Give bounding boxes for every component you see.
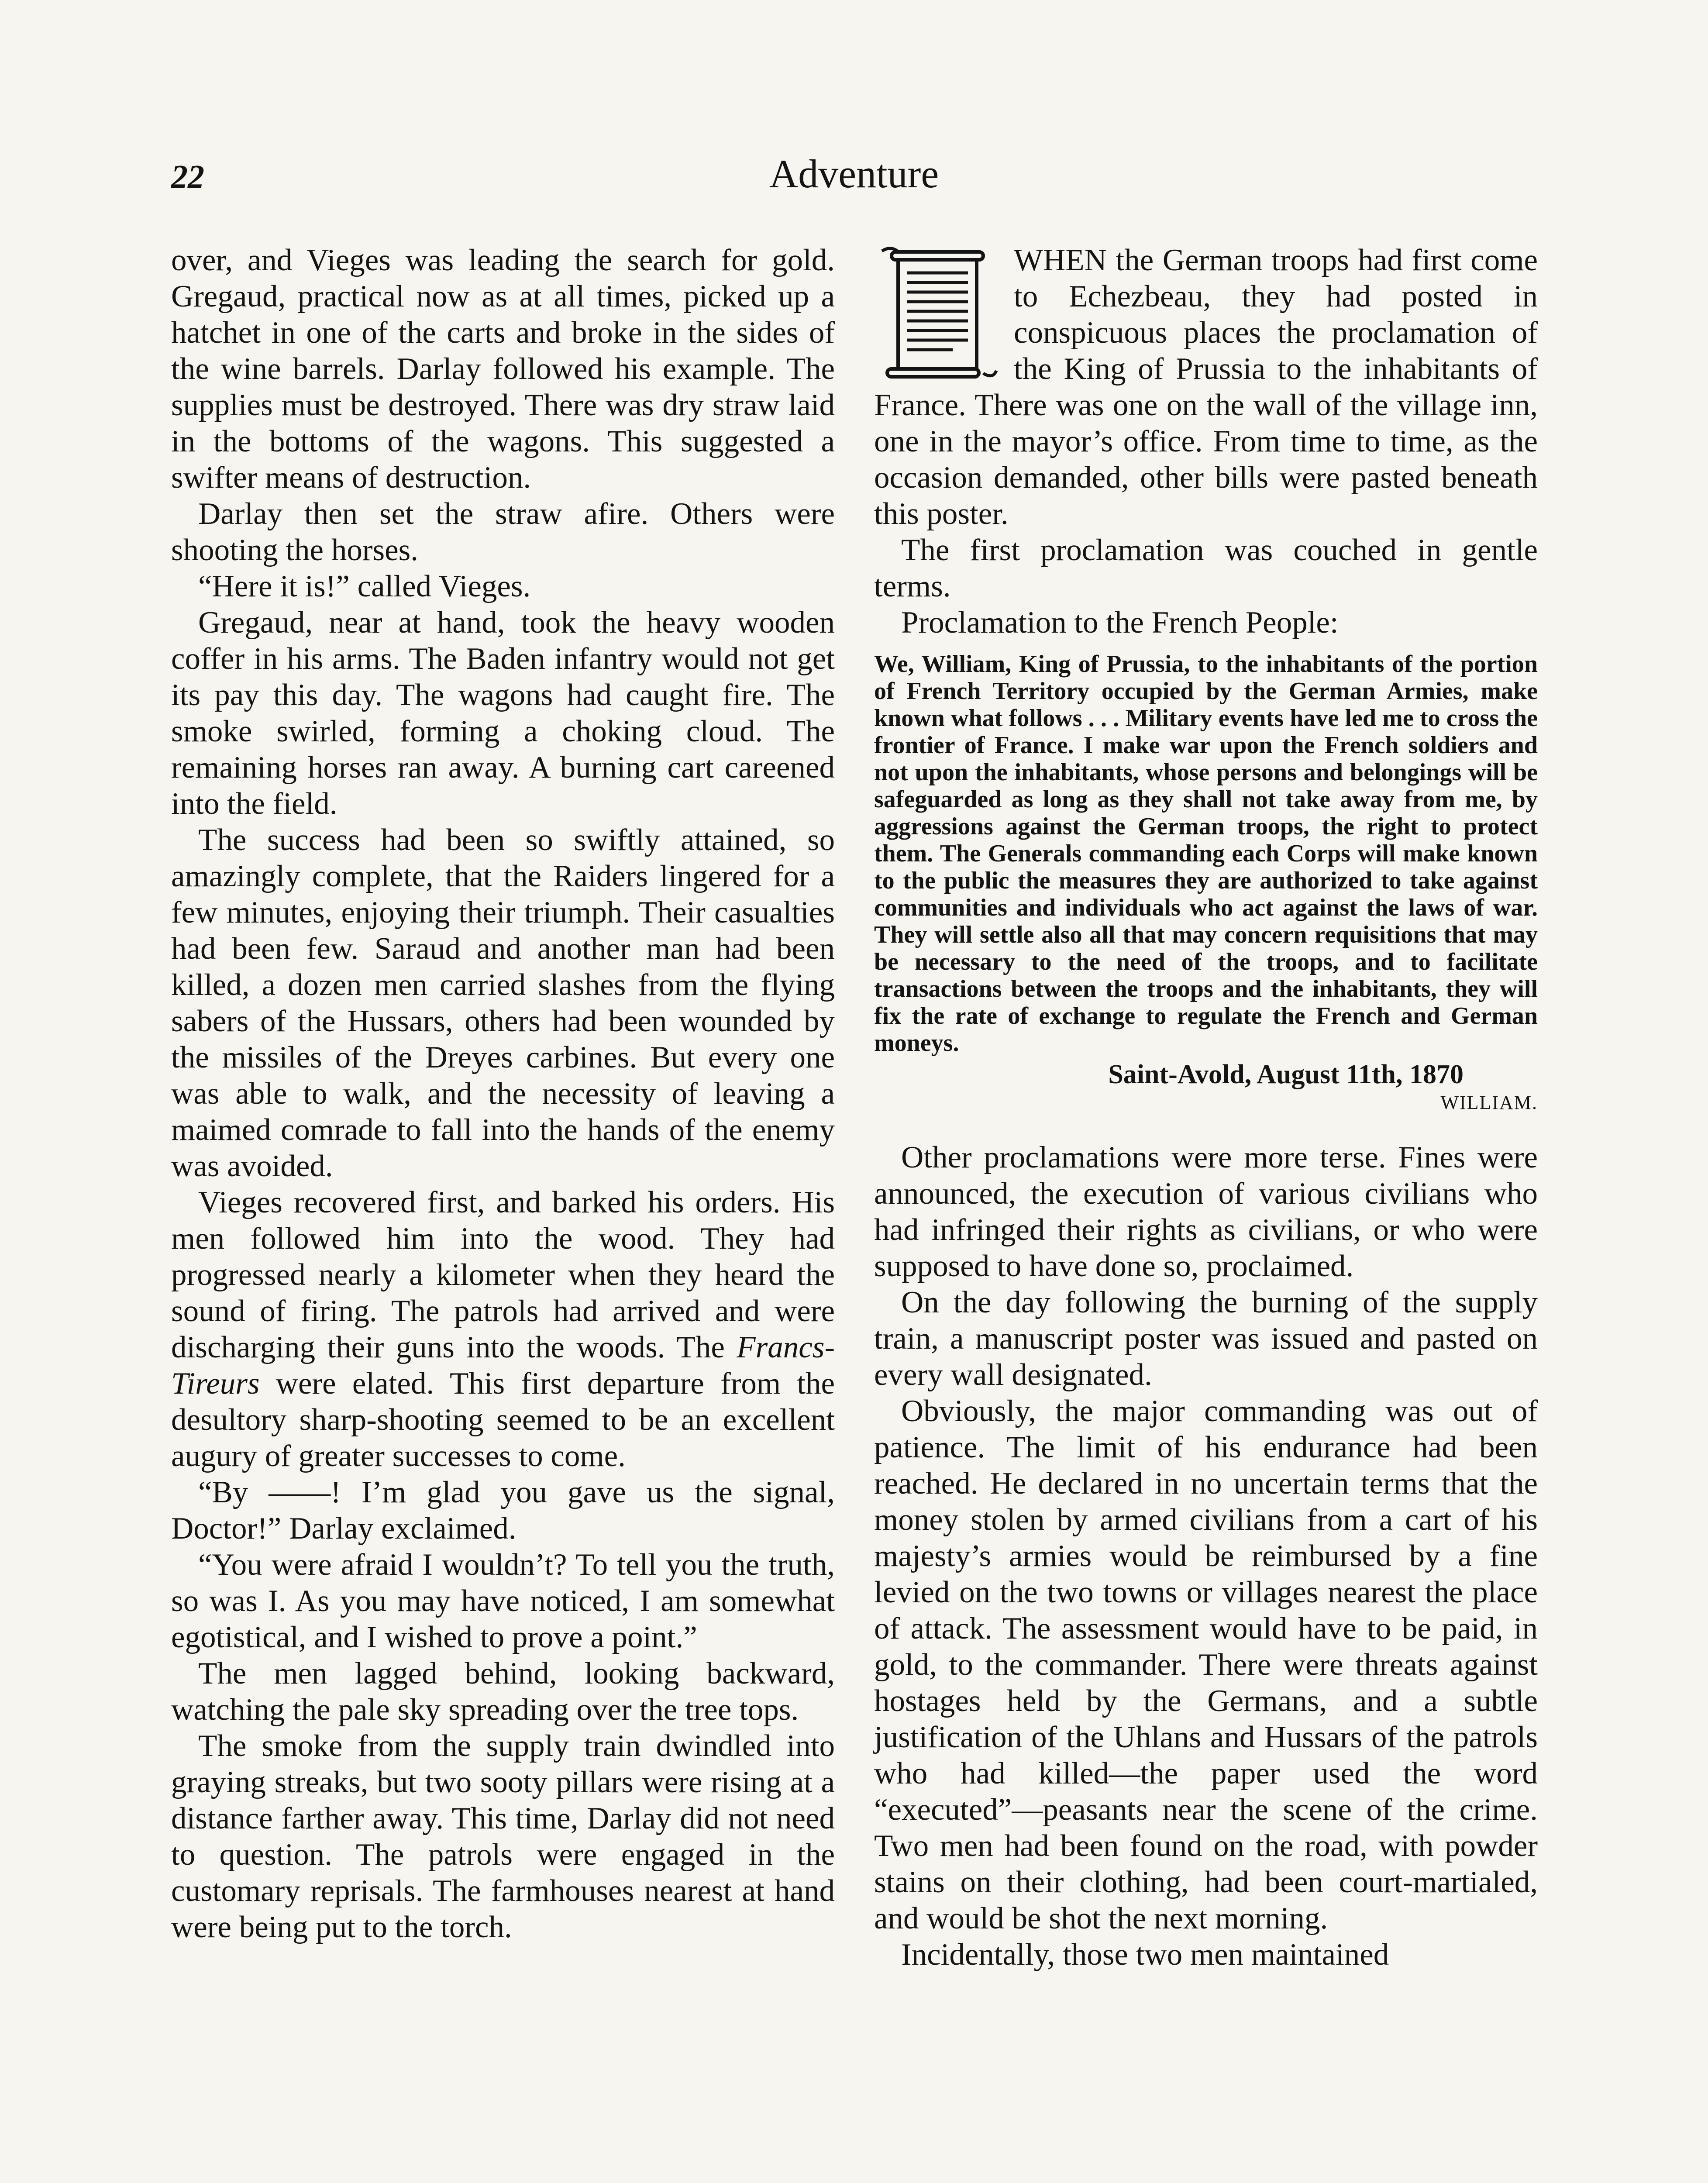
paragraph: WHEN the German troops had first come to Echezbeau, they had posted in conspicuous places the proclamation of the King of Prussia to the inhabitants of France. There was one on the wall of the village inn, one in the mayor’s office. From time to time, as the occasion demanded, other bills were pasted beneath this poster. bbox=[874, 243, 1538, 531]
left-column bbox=[171, 242, 835, 1945]
scroll-icon bbox=[874, 242, 1001, 386]
italic-term: Francs-Tireurs bbox=[171, 1330, 835, 1401]
paragraph: Proclamation to the French People: bbox=[901, 606, 1339, 640]
proclamation-signature: WILLIAM. bbox=[1440, 1092, 1538, 1113]
paragraph-text: Vieges recovered first, and barked his orders. His men followed him into the wood. They had progressed nearly a kilometer when they heard the sound of firing. The patrols had arrived and were discharging their guns into the woods. The bbox=[171, 1185, 835, 1364]
paragraph bbox=[171, 1184, 835, 1474]
proclamation-block bbox=[874, 651, 1538, 1116]
paragraph: The men lagged behind, looking backward, watching the pale sky spreading over the tree tops. bbox=[171, 1656, 835, 1727]
paragraph: The smoke from the supply train dwindled into graying streaks, but two sooty pillars were rising at a distance farther away. This time, Darlay did not need to question. The patrols were engaged in the customary reprisals. The farmhouses nearest at hand were being put to the torch. bbox=[171, 1729, 835, 1944]
page-number: 22 bbox=[171, 158, 204, 195]
paragraph: On the day following the burning of the supply train, a manuscript poster was issued and pasted on every wall designated. bbox=[874, 1285, 1538, 1392]
paragraph: Gregaud, near at hand, took the heavy wooden coffer in his arms. The Baden infantry would not get its pay this day. The wagons had caught fire. The smoke swirled, forming a choking cloud. The remaining horses ran away. A burning cart careened into the field. bbox=[171, 606, 835, 821]
paragraph: Darlay then set the straw afire. Others were shooting the horses. bbox=[171, 497, 835, 567]
paragraph-text: were elated. This first departure from the desultory sharp-shooting seemed to be an excellent augury of greater successes to come. bbox=[171, 1367, 835, 1473]
paragraph: “Here it is!” called Vieges. bbox=[198, 569, 531, 603]
paragraph: “You were afraid I wouldn’t? To tell you the truth, so was I. As you may have noticed, I am somewhat egotistical, and I wished to prove a point.” bbox=[171, 1548, 835, 1654]
paragraph: The success had been so swiftly attained, so amazingly complete, that the Raiders lingered for a few minutes, enjoying their triumph. Their casualties had been few. Saraud and another man had been killed, a dozen men carried slashes from the flying sabers of the Hussars, others had been wounded by the missiles of the Dreyes carbines. But every one was able to walk, and the necessity of leaving a maimed comrade to fall into the hands of the enemy was avoided. bbox=[171, 823, 835, 1183]
paragraph: Other proclamations were more terse. Fines were announced, the execution of various civilians who had infringed their rights as civilians, or who were supposed to have done so, proclaimed. bbox=[874, 1140, 1538, 1283]
paragraph: over, and Vieges was leading the search for gold. Gregaud, practical now as at all times, picked up a hatchet in one of the carts and broke in the sides of the wine barrels. Darlay followed his example. The supplies must be destroyed. There was dry straw laid in the bottoms of the wagons. This suggested a swifter means of destruction. bbox=[171, 243, 835, 495]
spacer bbox=[874, 1116, 1538, 1140]
proclamation-text: We, William, King of Prussia, to the inhabitants of the portion of French Territory occupied by the German Armies, make known what follows . . . Military events have led me to cross the frontier of France. I make war upon the French soldiers and not upon the inhabitants, whose persons and belongings will be safeguarded as long as they shall not take away from me, by aggressions against the German troops, the right to protect them. The Generals commanding each Corps will make known to the public the measures they are authorized to take against communities and individuals who act against the laws of war. They will settle also all that may concern requisitions that may be necessary to the need of the troops, and to facilitate transactions between the troops and the inhabitants, they will fix the rate of exchange to regulate the French and German moneys. bbox=[874, 651, 1538, 1057]
paragraph: The first proclamation was couched in gentle terms. bbox=[874, 533, 1538, 603]
paragraph: Obviously, the major commanding was out of patience. The limit of his endurance had been reached. He declared in no uncertain terms that the money stolen by armed civilians from a cart of his majesty’s armies would be reimbursed by a fine levied on the two towns or villages nearest the place of attack. The assessment would have to be paid, in gold, to the commander. There were threats against hostages held by the Germans, and a subtle justification of the Uhlans and Hussars of the patrols who had killed—the paper used the word “executed”—peasants near the scene of the crime. Two men had been found on the road, with powder stains on their clothing, had been court-martialed, and would be shot the next morning. bbox=[874, 1394, 1538, 1935]
right-column bbox=[874, 242, 1538, 1973]
running-head-title: Adventure bbox=[769, 152, 939, 196]
paragraph: Incidentally, those two men maintained bbox=[901, 1938, 1389, 1972]
paragraph: “By ——! I’m glad you gave us the signal, Doctor!” Darlay exclaimed. bbox=[171, 1475, 835, 1546]
proclamation-place-date: Saint-Avold, August 11th, 1870 bbox=[1108, 1060, 1464, 1089]
